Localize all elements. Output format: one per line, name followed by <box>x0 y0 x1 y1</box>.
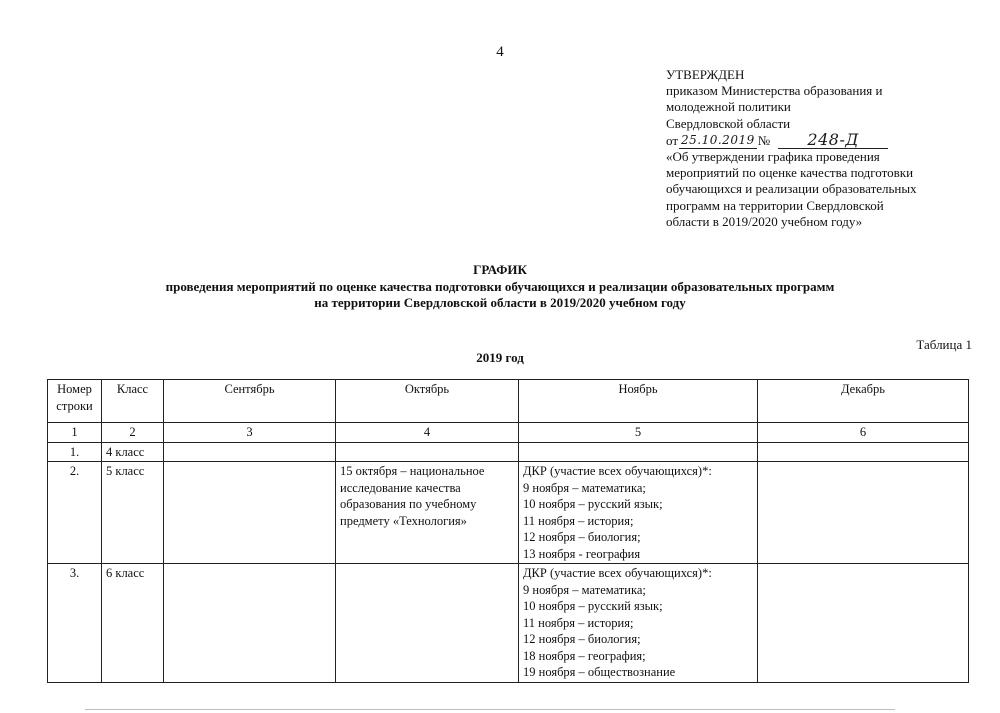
header-row-number: Номер строки <box>48 380 102 423</box>
cell-september <box>164 462 336 564</box>
col-number: 1 <box>48 423 102 443</box>
row-class: 6 класс <box>102 564 164 683</box>
header-class: Класс <box>102 380 164 423</box>
table-row <box>48 462 969 564</box>
row-number: 1. <box>48 442 102 462</box>
november-event: ДКР (участие всех обучающихся)*: <box>523 566 712 580</box>
approval-line-2: молодежной политики <box>666 99 791 115</box>
cell-november <box>519 564 758 683</box>
handwritten-order-number: 248-Д <box>778 132 888 149</box>
november-event: 18 ноября – география; <box>523 648 646 663</box>
col-number: 4 <box>336 423 519 443</box>
approval-title: УТВЕРЖДЕН <box>666 67 745 82</box>
header-row <box>48 380 969 423</box>
row-number: 2. <box>48 462 102 564</box>
cell-december <box>758 442 969 462</box>
november-event: 12 ноября – биология; <box>523 530 641 544</box>
november-event: 19 ноября – обществознание <box>523 665 676 679</box>
approval-desc-4: программ на территории Свердловской <box>666 197 884 213</box>
title-main: ГРАФИК <box>473 262 527 277</box>
november-event: 9 ноября – математика; <box>523 480 646 495</box>
november-event: ДКР (участие всех обучающихся)*: <box>523 464 712 478</box>
approval-desc-2: мероприятий по оценке качества подготовки <box>666 165 914 181</box>
title-line-1: проведения мероприятий по оценке качества подготовки обучающихся и реализации образовательных программ <box>165 278 835 294</box>
november-event: 12 ноября – биология; <box>523 632 641 646</box>
table-label: Таблица 1 <box>916 337 972 352</box>
col-number: 6 <box>758 423 969 443</box>
november-event: 11 ноября – история; <box>523 513 634 528</box>
cell-september <box>164 442 336 462</box>
approval-desc-1: «Об утверждении графика проведения <box>666 149 880 165</box>
approval-desc-3: обучающихся и реализации образовательных <box>666 181 917 197</box>
column-number-row <box>48 423 969 443</box>
schedule-table <box>47 379 969 683</box>
table-row <box>48 442 969 462</box>
cell-october <box>336 442 519 462</box>
cell-november <box>519 442 758 462</box>
november-event: 9 ноября – математика; <box>523 582 646 597</box>
approval-stamp-block <box>666 67 986 230</box>
cell-december <box>758 564 969 683</box>
document-title <box>0 262 1000 312</box>
november-event: 10 ноября – русский язык; <box>523 599 663 613</box>
year-heading: 2019 год <box>476 350 524 365</box>
row-number: 3. <box>48 564 102 683</box>
approval-line-1: приказом Министерства образования и <box>666 83 883 99</box>
cell-october <box>336 564 519 683</box>
header-december: Декабрь <box>758 380 969 423</box>
page-number: 4 <box>496 44 504 60</box>
cell-december <box>758 462 969 564</box>
col-number: 3 <box>164 423 336 443</box>
header-september: Сентябрь <box>164 380 336 423</box>
header-october: Октябрь <box>336 380 519 423</box>
november-event: 13 ноября - география <box>523 546 641 561</box>
approval-desc-5: области в 2019/2020 учебном году» <box>666 213 863 229</box>
title-line-2: на территории Свердловской области в 2019/2020 учебном году <box>314 295 686 310</box>
handwritten-date: 25.10.2019 <box>679 132 757 149</box>
cell-october: 15 октября – национальное исследование качества образования по учебному предмету «Технология» <box>336 462 519 564</box>
row-class: 5 класс <box>102 462 164 564</box>
header-november: Ноябрь <box>519 380 758 423</box>
approval-date-number-line <box>666 129 986 149</box>
col-number: 2 <box>102 423 164 443</box>
cell-september <box>164 564 336 683</box>
number-label: № <box>757 132 771 148</box>
cell-november <box>519 462 758 564</box>
col-number: 5 <box>519 423 758 443</box>
table-row <box>48 564 969 683</box>
approval-line-3: Свердловской области <box>666 115 791 131</box>
november-event: 11 ноября – история; <box>523 615 634 630</box>
november-event: 10 ноября – русский язык; <box>523 497 663 511</box>
row-class: 4 класс <box>102 442 164 462</box>
scan-edge-divider <box>85 709 895 710</box>
date-prefix: от <box>666 132 679 148</box>
